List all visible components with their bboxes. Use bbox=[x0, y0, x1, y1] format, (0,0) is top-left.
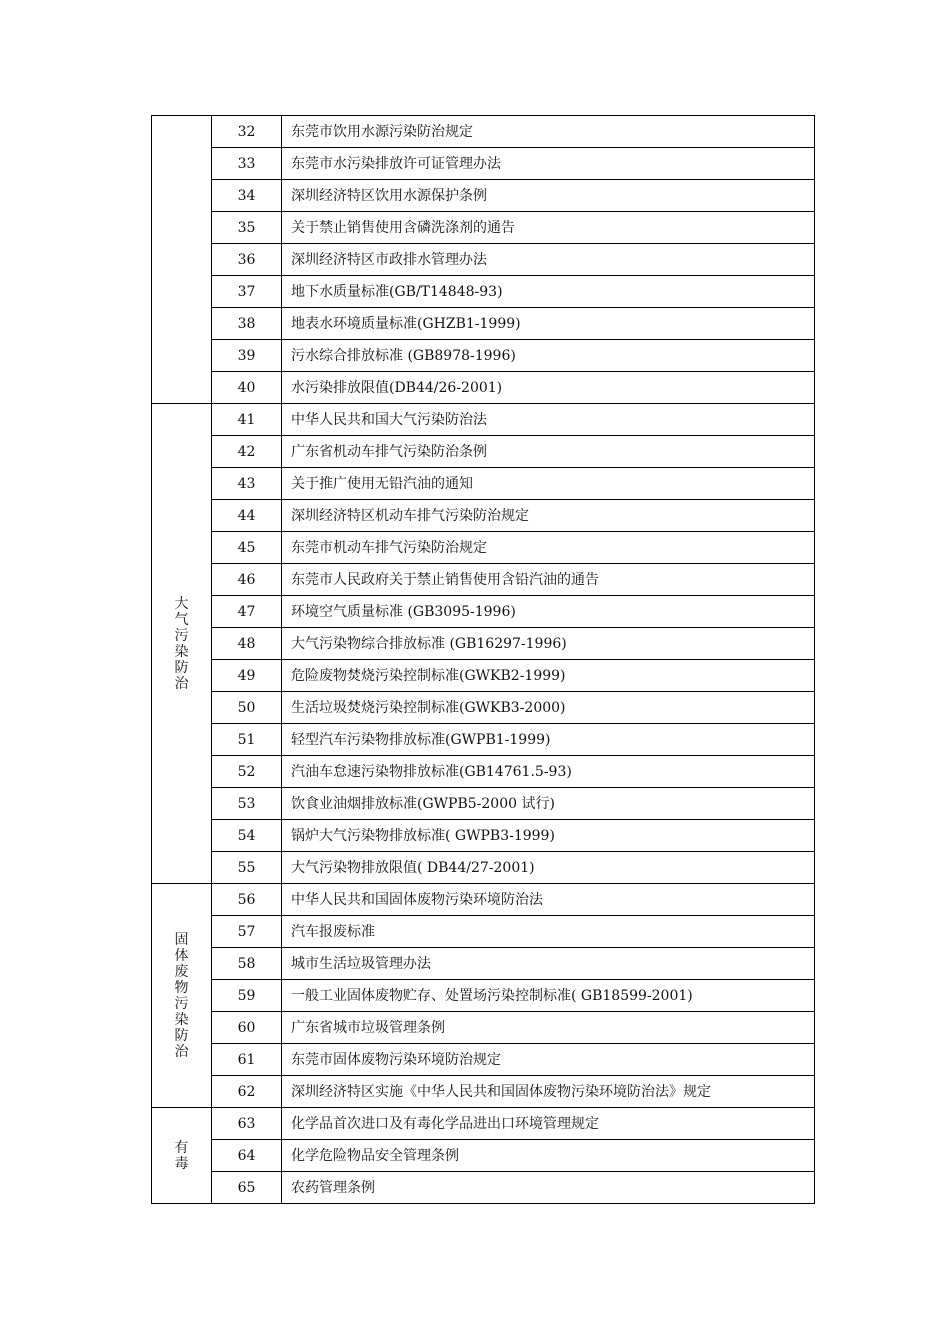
category-label: 固体废物污染防治 bbox=[174, 931, 189, 1060]
row-number: 59 bbox=[212, 980, 282, 1012]
regulation-title: 化学危险物品安全管理条例 bbox=[282, 1140, 815, 1172]
row-number: 44 bbox=[212, 500, 282, 532]
regulation-title: 关于推广使用无铅汽油的通知 bbox=[282, 468, 815, 500]
table-row bbox=[152, 596, 815, 628]
table-row bbox=[152, 1140, 815, 1172]
table-row bbox=[152, 564, 815, 596]
row-number: 64 bbox=[212, 1140, 282, 1172]
row-number: 43 bbox=[212, 468, 282, 500]
row-number: 58 bbox=[212, 948, 282, 980]
regulation-title: 东莞市饮用水源污染防治规定 bbox=[282, 116, 815, 148]
category-cell-water bbox=[152, 116, 212, 404]
row-number: 55 bbox=[212, 852, 282, 884]
regulation-title: 水污染排放限值(DB44/26-2001) bbox=[282, 372, 815, 404]
regulation-title: 地下水质量标准(GB/T14848-93) bbox=[282, 276, 815, 308]
regulation-title: 汽车报废标准 bbox=[282, 916, 815, 948]
table-row bbox=[152, 916, 815, 948]
regulation-title: 广东省城市垃圾管理条例 bbox=[282, 1012, 815, 1044]
regulation-title: 城市生活垃圾管理办法 bbox=[282, 948, 815, 980]
row-number: 36 bbox=[212, 244, 282, 276]
regulations-table bbox=[151, 115, 815, 1204]
regulation-title: 危险废物焚烧污染控制标准(GWKB2-1999) bbox=[282, 660, 815, 692]
regulation-title: 关于禁止销售使用含磷洗涤剂的通告 bbox=[282, 212, 815, 244]
row-number: 33 bbox=[212, 148, 282, 180]
table-row bbox=[152, 724, 815, 756]
table-row bbox=[152, 1012, 815, 1044]
regulation-title: 环境空气质量标准 (GB3095-1996) bbox=[282, 596, 815, 628]
regulation-title: 轻型汽车污染物排放标准(GWPB1-1999) bbox=[282, 724, 815, 756]
table-row bbox=[152, 820, 815, 852]
table-row bbox=[152, 404, 815, 436]
table-row bbox=[152, 852, 815, 884]
regulation-title: 中华人民共和国大气污染防治法 bbox=[282, 404, 815, 436]
table-row bbox=[152, 468, 815, 500]
category-label: 有毒 bbox=[174, 1139, 189, 1172]
row-number: 63 bbox=[212, 1108, 282, 1140]
regulation-title: 一般工业固体废物贮存、处置场污染控制标准( GB18599-2001) bbox=[282, 980, 815, 1012]
regulation-title: 污水综合排放标准 (GB8978-1996) bbox=[282, 340, 815, 372]
row-number: 60 bbox=[212, 1012, 282, 1044]
table-row bbox=[152, 1076, 815, 1108]
row-number: 38 bbox=[212, 308, 282, 340]
row-number: 65 bbox=[212, 1172, 282, 1204]
regulation-title: 饮食业油烟排放标准(GWPB5-2000 试行) bbox=[282, 788, 815, 820]
row-number: 53 bbox=[212, 788, 282, 820]
row-number: 57 bbox=[212, 916, 282, 948]
row-number: 47 bbox=[212, 596, 282, 628]
table-row bbox=[152, 756, 815, 788]
regulation-title: 东莞市人民政府关于禁止销售使用含铅汽油的通告 bbox=[282, 564, 815, 596]
regulation-title: 锅炉大气污染物排放标准( GWPB3-1999) bbox=[282, 820, 815, 852]
regulation-title: 深圳经济特区机动车排气污染防治规定 bbox=[282, 500, 815, 532]
row-number: 45 bbox=[212, 532, 282, 564]
regulation-title: 农药管理条例 bbox=[282, 1172, 815, 1204]
table-row bbox=[152, 532, 815, 564]
row-number: 37 bbox=[212, 276, 282, 308]
regulation-title: 生活垃圾焚烧污染控制标准(GWKB3-2000) bbox=[282, 692, 815, 724]
regulation-title: 大气污染物排放限值( DB44/27-2001) bbox=[282, 852, 815, 884]
regulation-title: 地表水环境质量标准(GHZB1-1999) bbox=[282, 308, 815, 340]
table-row bbox=[152, 692, 815, 724]
table-row bbox=[152, 788, 815, 820]
table-row bbox=[152, 116, 815, 148]
regulation-title: 东莞市固体废物污染环境防治规定 bbox=[282, 1044, 815, 1076]
table-row bbox=[152, 884, 815, 916]
row-number: 32 bbox=[212, 116, 282, 148]
row-number: 42 bbox=[212, 436, 282, 468]
category-cell-solid-waste bbox=[152, 884, 212, 1108]
row-number: 41 bbox=[212, 404, 282, 436]
row-number: 46 bbox=[212, 564, 282, 596]
regulation-title: 中华人民共和国固体废物污染环境防治法 bbox=[282, 884, 815, 916]
regulation-title: 广东省机动车排气污染防治条例 bbox=[282, 436, 815, 468]
row-number: 62 bbox=[212, 1076, 282, 1108]
row-number: 34 bbox=[212, 180, 282, 212]
row-number: 49 bbox=[212, 660, 282, 692]
regulation-title: 深圳经济特区市政排水管理办法 bbox=[282, 244, 815, 276]
table-row bbox=[152, 500, 815, 532]
table-row bbox=[152, 1044, 815, 1076]
table-row bbox=[152, 276, 815, 308]
table-row bbox=[152, 372, 815, 404]
row-number: 56 bbox=[212, 884, 282, 916]
row-number: 39 bbox=[212, 340, 282, 372]
table-row bbox=[152, 244, 815, 276]
category-cell-air bbox=[152, 404, 212, 884]
row-number: 61 bbox=[212, 1044, 282, 1076]
table-row bbox=[152, 308, 815, 340]
regulation-title: 深圳经济特区实施《中华人民共和国固体废物污染环境防治法》规定 bbox=[282, 1076, 815, 1108]
row-number: 40 bbox=[212, 372, 282, 404]
table-row bbox=[152, 340, 815, 372]
row-number: 51 bbox=[212, 724, 282, 756]
regulation-title: 汽油车怠速污染物排放标准(GB14761.5-93) bbox=[282, 756, 815, 788]
regulation-title: 大气污染物综合排放标准 (GB16297-1996) bbox=[282, 628, 815, 660]
table-row bbox=[152, 212, 815, 244]
table-row bbox=[152, 180, 815, 212]
table-row bbox=[152, 148, 815, 180]
row-number: 35 bbox=[212, 212, 282, 244]
table-row bbox=[152, 948, 815, 980]
regulation-title: 东莞市机动车排气污染防治规定 bbox=[282, 532, 815, 564]
table-row bbox=[152, 660, 815, 692]
table-row bbox=[152, 980, 815, 1012]
regulation-title: 深圳经济特区饮用水源保护条例 bbox=[282, 180, 815, 212]
category-label: 大气污染防治 bbox=[174, 595, 189, 692]
table-row bbox=[152, 436, 815, 468]
regulation-title: 化学品首次进口及有毒化学品进出口环境管理规定 bbox=[282, 1108, 815, 1140]
category-cell-toxic bbox=[152, 1108, 212, 1204]
row-number: 48 bbox=[212, 628, 282, 660]
row-number: 50 bbox=[212, 692, 282, 724]
table-row bbox=[152, 1108, 815, 1140]
row-number: 54 bbox=[212, 820, 282, 852]
table-row bbox=[152, 1172, 815, 1204]
regulation-title: 东莞市水污染排放许可证管理办法 bbox=[282, 148, 815, 180]
table-row bbox=[152, 628, 815, 660]
row-number: 52 bbox=[212, 756, 282, 788]
